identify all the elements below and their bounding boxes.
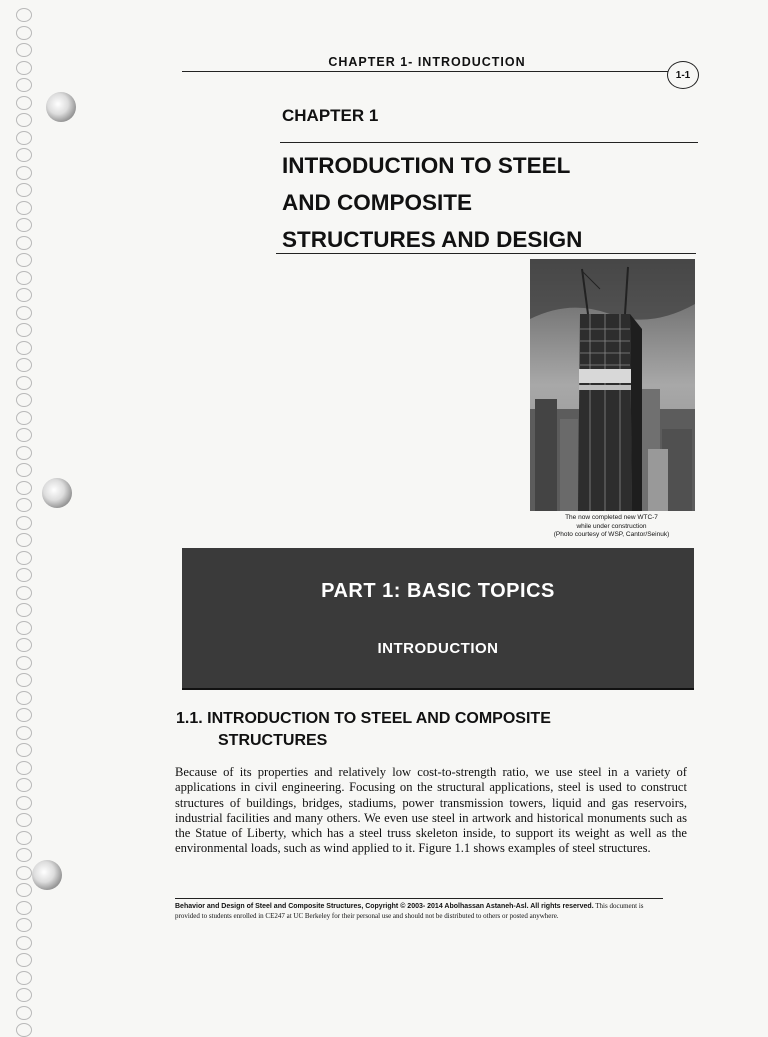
- punch-hole-icon: [42, 478, 72, 508]
- caption-line: (Photo courtesy of WSP, Cantor/Seinuk): [553, 531, 670, 538]
- binder-ring-icon: [16, 778, 32, 792]
- binder-ring-icon: [16, 428, 32, 442]
- binder-ring-icon: [16, 603, 32, 617]
- chapter-title: [282, 147, 692, 258]
- footer-rule: [175, 898, 663, 899]
- running-header: CHAPTER 1- INTRODUCTION: [328, 55, 526, 69]
- chapter-title-line: STRUCTURES AND DESIGN: [282, 227, 583, 252]
- binder-ring-icon: [16, 551, 32, 565]
- binder-ring-icon: [16, 166, 32, 180]
- binder-ring-icon: [16, 218, 32, 232]
- footer-notice: This document is provided to students enrolled in CE247 at UC Berkeley for their personal use and should not be distributed to others or posted anywhere.: [175, 902, 644, 920]
- part-title: PART 1: BASIC TOPICS: [321, 580, 555, 602]
- chapter-rule-bottom: [276, 253, 696, 254]
- binder-ring-icon: [16, 306, 32, 320]
- binder-ring-icon: [16, 621, 32, 635]
- binder-ring-icon: [16, 708, 32, 722]
- binder-ring-icon: [16, 271, 32, 285]
- section-title-line2: STRUCTURES: [218, 732, 328, 749]
- binder-ring-icon: [16, 743, 32, 757]
- binder-ring-icon: [16, 936, 32, 950]
- punch-hole-icon: [46, 92, 76, 122]
- binder-ring-icon: [16, 656, 32, 670]
- binder-ring-icon: [16, 673, 32, 687]
- binder-ring-icon: [16, 971, 32, 985]
- binder-ring-icon: [16, 148, 32, 162]
- binder-ring-icon: [16, 691, 32, 705]
- punch-hole-icon: [32, 860, 62, 890]
- binder-ring-icon: [16, 446, 32, 460]
- binder-ring-icon: [16, 866, 32, 880]
- binder-ring-icon: [16, 883, 32, 897]
- binder-ring-icon: [16, 201, 32, 215]
- page-number: 1-1: [675, 69, 691, 81]
- figure-caption: [524, 514, 699, 540]
- binder-ring-icon: [16, 183, 32, 197]
- binder-ring-icon: [16, 796, 32, 810]
- binder-ring-icon: [16, 1023, 32, 1037]
- binder-ring-icon: [16, 341, 32, 355]
- binder-ring-icon: [16, 323, 32, 337]
- binder-ring-icon: [16, 586, 32, 600]
- caption-line: The now completed new WTC-7: [565, 514, 658, 521]
- binder-ring-icon: [16, 953, 32, 967]
- part-banner: [182, 548, 694, 690]
- binder-ring-icon: [16, 43, 32, 57]
- caption-line: while under construction: [576, 522, 647, 530]
- section-body: Because of its properties and relatively low cost-to-strength ratio, we use steel in a variety of applications in civil engineering. Focusing on the structural applications, steel is used to construct structures of buildings, bridges, stadiums, power transmission towers, liquid and gas reservoirs, industrial facilities and many others. We even use steel in artwork and historical monuments such as the Statue of Liberty, which has a steel truss skeleton inside, to support its weight as well as the environmental loads, such as wind applied to it. Figure 1.1 shows examples of steel structures.: [175, 765, 687, 856]
- footer-copyright: Behavior and Design of Steel and Composite Structures, Copyright © 2003- 2014 Abolhassan Astaneh-Asl. All rights reserved.: [175, 903, 594, 910]
- page-number-badge: [667, 61, 699, 89]
- chapter-title-line: AND COMPOSITE: [282, 190, 473, 215]
- binder-ring-icon: [16, 253, 32, 267]
- binder-ring-icon: [16, 918, 32, 932]
- binder-ring-icon: [16, 831, 32, 845]
- part-subtitle: INTRODUCTION: [377, 640, 499, 657]
- binder-ring-icon: [16, 411, 32, 425]
- binder-ring-icon: [16, 761, 32, 775]
- binder-ring-icon: [16, 26, 32, 40]
- chapter-rule-top: [280, 142, 698, 143]
- binder-ring-icon: [16, 61, 32, 75]
- binder-ring-icon: [16, 988, 32, 1002]
- binder-ring-icon: [16, 726, 32, 740]
- binder-ring-icon: [16, 8, 32, 22]
- chapter-title-line: INTRODUCTION TO STEEL: [282, 153, 571, 178]
- skyscraper-photo-icon: [530, 259, 695, 511]
- binder-ring-icon: [16, 236, 32, 250]
- section-number: 1.1.: [176, 710, 203, 727]
- binder-ring-icon: [16, 638, 32, 652]
- binder-ring-icon: [16, 901, 32, 915]
- copyright-footer: [175, 902, 645, 921]
- section-title-line1: INTRODUCTION TO STEEL AND COMPOSITE: [207, 710, 551, 727]
- binder-ring-icon: [16, 463, 32, 477]
- binder-ring-icon: [16, 96, 32, 110]
- binder-ring-icon: [16, 78, 32, 92]
- binder-ring-icon: [16, 393, 32, 407]
- binder-ring-icon: [16, 516, 32, 530]
- header-rule: [182, 71, 672, 72]
- binder-ring-icon: [16, 131, 32, 145]
- binder-ring-icon: [16, 498, 32, 512]
- binder-ring-icon: [16, 358, 32, 372]
- binder-ring-icon: [16, 288, 32, 302]
- binder-ring-icon: [16, 481, 32, 495]
- binder-ring-icon: [16, 533, 32, 547]
- binder-ring-icon: [16, 113, 32, 127]
- binder-ring-icon: [16, 813, 32, 827]
- binder-ring-icon: [16, 1006, 32, 1020]
- binder-ring-icon: [16, 848, 32, 862]
- section-heading: [176, 708, 686, 752]
- binder-ring-icon: [16, 376, 32, 390]
- chapter-label: CHAPTER 1: [282, 106, 379, 125]
- binder-ring-icon: [16, 568, 32, 582]
